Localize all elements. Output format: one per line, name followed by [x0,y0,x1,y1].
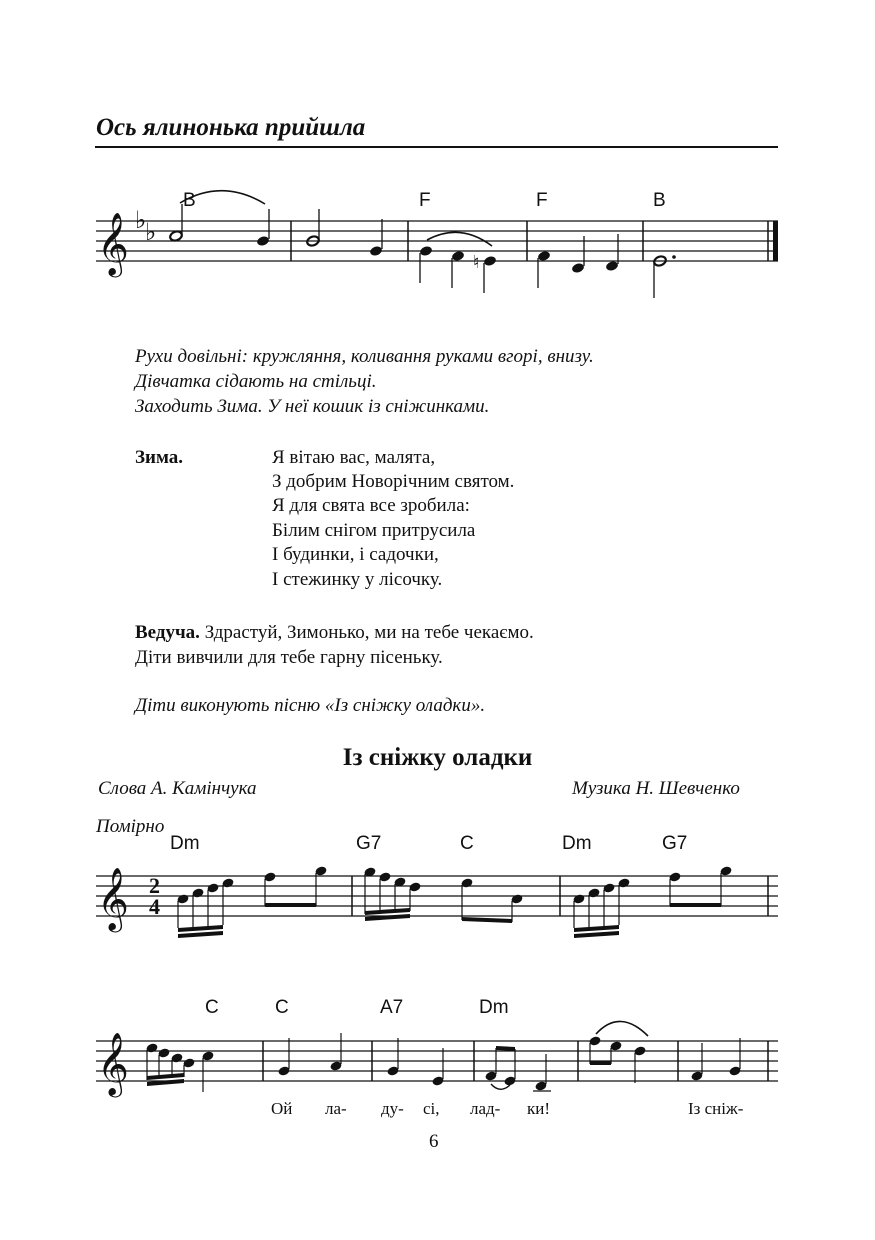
section-title: Ось ялинонька прийшла [96,114,366,141]
stage-direction: Дівчатка сідають на стільці. [135,371,377,392]
chord-label: A7 [380,997,404,1018]
lyric-syllable: Ой [271,1099,293,1118]
key-signature [135,206,156,246]
treble-clef: 𝄞 [97,867,129,930]
time-signature-bottom: 4 [149,894,160,919]
slur [180,191,265,204]
veducha-text: Здрастуй, Зимонько, ми на тебе чекаємо. [204,622,534,643]
note [533,1054,551,1092]
chord-label: G7 [662,833,688,854]
note [256,209,270,247]
note [483,255,497,293]
song-title: Із сніжку оладки [342,744,533,771]
note [605,234,619,272]
svg-text:♭: ♭ [145,218,157,246]
note [277,1038,290,1077]
note [728,1038,741,1077]
note [169,204,183,242]
verse-line: І стежинку у лісочку. [272,569,443,590]
lyricist: Слова А. Камінчука [98,778,257,799]
svg-text:♭: ♭ [135,206,147,234]
verse-line: Білим снігом притрусила [272,520,476,541]
natural-sign: ♮ [473,252,480,273]
treble-clef: 𝄞 [97,1032,129,1095]
staff-3 [96,1041,778,1081]
chord-label: C [460,833,474,854]
slur [427,232,492,246]
note [451,250,465,288]
speaker-veducha: Ведуча. [135,622,200,643]
note [633,1045,646,1083]
lyric-syllable: сі, [423,1099,440,1118]
lyric-syllable: Із сніж- [688,1099,744,1118]
stage-direction: Рухи довільні: кружляння, коливання руками вгорі, внизу. [135,346,594,367]
lyric-syllable: ки! [527,1099,551,1118]
chord-label: G7 [356,833,382,854]
verse-line: Я для свята все зробила: [272,495,470,516]
lyric-syllable: ду- [381,1099,404,1118]
note [386,1038,399,1077]
stage-direction: Заходить Зима. У неї кошик із сніжинками. [135,396,490,417]
note-group [363,866,421,921]
speaker-zima: Зима. [135,447,184,468]
slur [596,1021,648,1036]
chord-label: C [205,997,219,1018]
note-group [145,1042,195,1086]
verse-line: Я вітаю вас, малята, [272,447,436,468]
chord-label: Dm [170,833,200,854]
chord-label: C [275,997,289,1018]
staff-1 [96,221,778,261]
chord-label: B [183,190,196,211]
note [537,250,551,288]
page-number: 6 [429,1131,439,1152]
final-barline [773,221,778,261]
lyric-syllable: ла- [325,1099,347,1118]
note [419,245,433,283]
chord-label: Dm [479,997,509,1018]
note [431,1048,444,1087]
note [329,1033,342,1072]
tempo-marking: Помірно [96,816,165,837]
chord-label: Dm [562,833,592,854]
chord-label: F [536,190,548,211]
chord-label: F [419,190,431,211]
note [369,219,383,257]
verse-line: І будинки, і садочки, [272,544,439,565]
treble-clef: 𝄞 [97,212,129,275]
chord-label: B [653,190,666,211]
note [690,1043,703,1082]
lyric-syllable: лад- [470,1099,501,1118]
song-intro: Діти виконують пісню «Із сніжку оладки». [135,695,486,716]
composer: Музика Н. Шевченко [572,778,740,799]
note-group [484,1046,516,1089]
note [571,236,585,274]
verse-line: З добрим Новорічним святом. [272,471,515,492]
veducha-line-2: Діти вивчили для тебе гарну пісеньку. [135,647,443,668]
time-signature-top: 2 [149,873,160,898]
